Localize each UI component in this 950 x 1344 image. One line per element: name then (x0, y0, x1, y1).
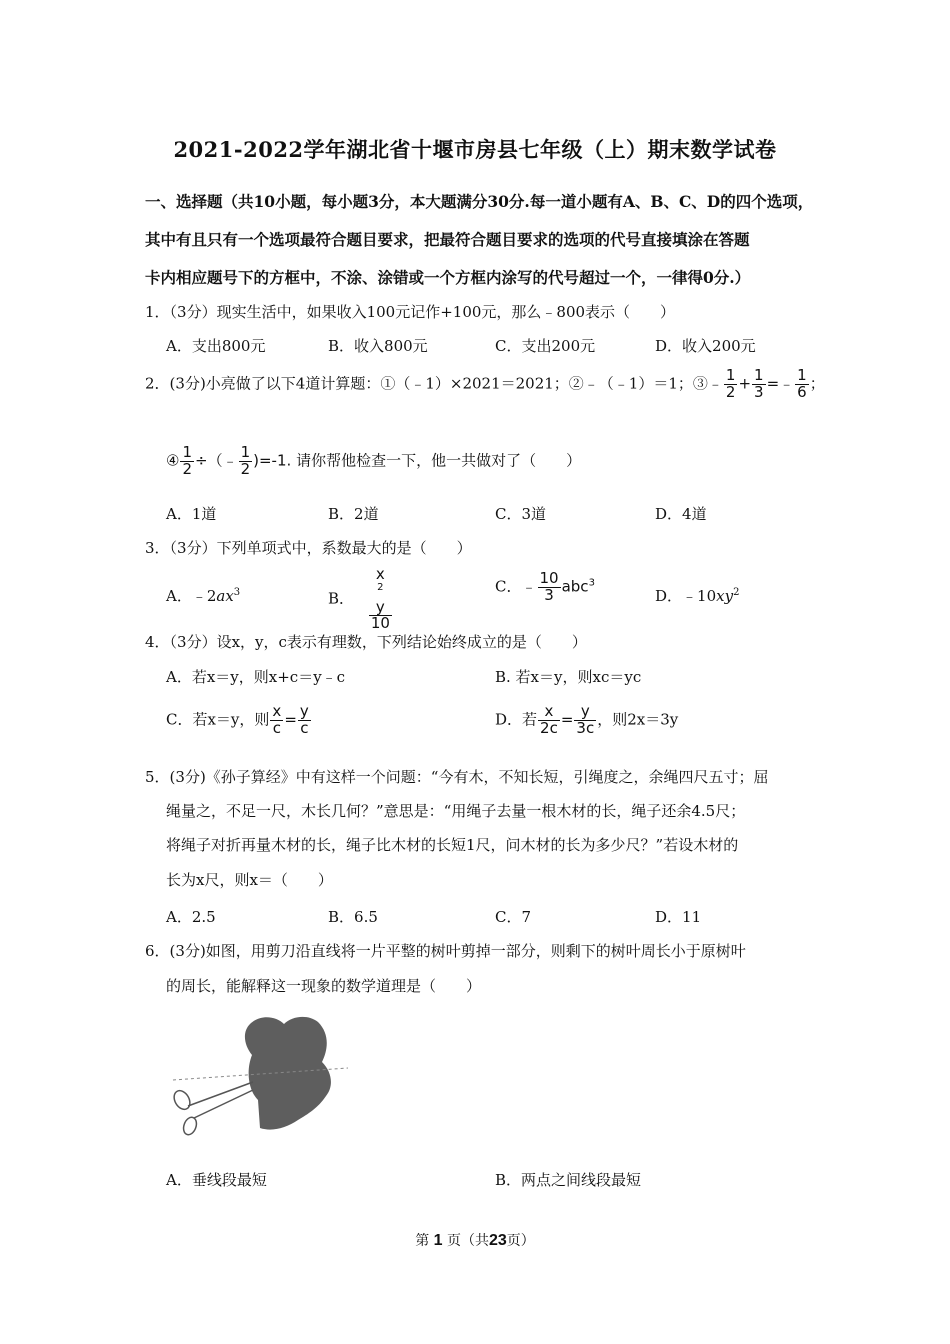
leaf-shape (245, 1017, 331, 1130)
fraction: $\frac{x}{2c}$ (540, 702, 558, 737)
question-4-text: 4．（3分）设x，y，c表示有理数，下列结论始终成立的是（ ） (145, 633, 587, 651)
fraction: $\frac{y}{c}$ (299, 702, 309, 737)
question-6-line-2: 的周长，能解释这一现象的数学道理是（ ） (166, 977, 482, 995)
question-2-line-2: ④ $\frac{1}{2}$ ÷（﹣ $\frac{1}{2}$ )=-1. 请你帮他检查一下，他一共做对了（ ） (166, 443, 582, 478)
question-1-option-c: C．支出200元 (495, 337, 596, 355)
question-2-line-1: 2．(3分)小亮做了以下4道计算题：①（﹣1）×2021＝2021；②﹣（﹣1）＝1；③﹣ $\frac{1}{2}$ + $\frac{1}{3}$ =﹣ $\frac{1}{6}$ ； (145, 366, 825, 401)
fraction: $\frac{1}{2}$ (240, 443, 251, 478)
leaf-scissors-figure (168, 1010, 353, 1145)
fraction: $\frac{x}{c}$ (272, 702, 282, 737)
question-6-option-b: B．两点之间线段最短 (495, 1171, 642, 1189)
page-footer: 第 1 页（共23页） (415, 1232, 535, 1249)
page-title: 2021-2022学年湖北省十堰市房县七年级（上）期末数学试卷 (173, 137, 777, 162)
question-1-text: 1．（3分）现实生活中，如果收入100元记作+100元，那么﹣800表示（ ） (145, 303, 676, 321)
fraction: x $^2$ y 10 (370, 565, 390, 633)
question-5-line-3: 将绳子对折再量木材的长，绳子比木材的长短1尺，问木材的长为多少尺？”若设木材的 (166, 836, 739, 854)
question-4-option-d: D．若 $\frac{x}{2c}$ = $\frac{y}{3c}$ ，则2x＝3y (495, 702, 679, 737)
question-4-option-a: A．若x＝y，则x+c＝y﹣c (166, 668, 346, 686)
question-5-line-1: 5．(3分)《孙子算经》中有这样一个问题：“今有木，不知长短，引绳度之，余绳四尺五寸；屈 (145, 768, 769, 786)
question-1-option-d: D．收入200元 (655, 337, 756, 355)
question-2-text: 2．(3分)小亮做了以下4道计算题：①（﹣1）×2021＝2021；②﹣（﹣1）＝1；③ (145, 374, 708, 393)
question-3-option-d: D．$﹣10xy^2$ (655, 587, 740, 605)
section-instructions-line-3: 卡内相应题号下的方框中，不涂、涂错或一个方框内涂写的代号超过一个，一律得0分.） (145, 268, 751, 287)
fraction: $\frac{1}{2}$ (725, 366, 736, 401)
question-2-option-a: A．1道 (166, 505, 217, 523)
question-6-line-1: 6．(3分)如图，用剪刀沿直线将一片平整的树叶剪掉一部分，则剩下的树叶周长小于原树叶 (145, 942, 746, 960)
question-5-option-a: A．2.5 (166, 908, 216, 926)
question-3-option-c: C．﹣ $\frac{10}{3}$ abc$^3$ (495, 569, 595, 604)
question-2-option-d: D．4道 (655, 505, 707, 523)
question-2-option-c: C．3道 (495, 505, 547, 523)
question-3-option-a: A．$﹣2ax^3$ (166, 587, 241, 605)
question-3-option-b: B． x $^2$ y 10 (328, 565, 390, 633)
question-3-text: 3．（3分）下列单项式中，系数最大的是（ ） (145, 539, 472, 557)
question-2-prompt: 请你帮他检查一下，他一共做对了（ ） (296, 451, 582, 470)
section-instructions-line-1: 一、选择题（共10小题，每小题3分，本大题满分30分.每一道小题有A、B、C、D的四个选项， (145, 192, 814, 211)
question-5-option-c: C．7 (495, 908, 532, 926)
question-5-option-b: B．6.5 (328, 908, 378, 926)
scissors-icon (171, 1082, 253, 1137)
question-5-line-2: 绳量之，不足一尺，木长几何？”意思是：“用绳子去量一根木材的长，绳子还余4.5尺； (166, 802, 746, 820)
fraction: $\frac{y}{3c}$ (576, 702, 595, 737)
question-1-option-a: A．支出800元 (166, 337, 266, 355)
fraction: $\frac{1}{6}$ (797, 366, 807, 401)
section-instructions-line-2: 其中有且只有一个选项最符合题目要求，把最符合题目要求的选项的代号直接填涂在答题 (145, 230, 750, 249)
question-1-option-b: B．收入800元 (328, 337, 428, 355)
fraction: $\frac{1}{3}$ (754, 366, 764, 401)
question-4-option-b: B. 若x＝y，则xc＝yc (495, 668, 642, 686)
question-6-option-a: A．垂线段最短 (166, 1171, 267, 1189)
page-number: 1 (433, 1232, 443, 1249)
question-5-line-4: 长为x尺，则x＝（ ） (166, 871, 333, 889)
question-2-option-b: B．2道 (328, 505, 379, 523)
question-5-option-d: D．11 (655, 908, 702, 926)
fraction: $\frac{1}{2}$ (182, 443, 192, 478)
fraction: $\frac{10}{3}$ (539, 569, 559, 604)
page-total: 23 (489, 1232, 507, 1249)
question-4-option-c: C．若x＝y，则 $\frac{x}{c}$ = $\frac{y}{c}$ (166, 702, 309, 737)
